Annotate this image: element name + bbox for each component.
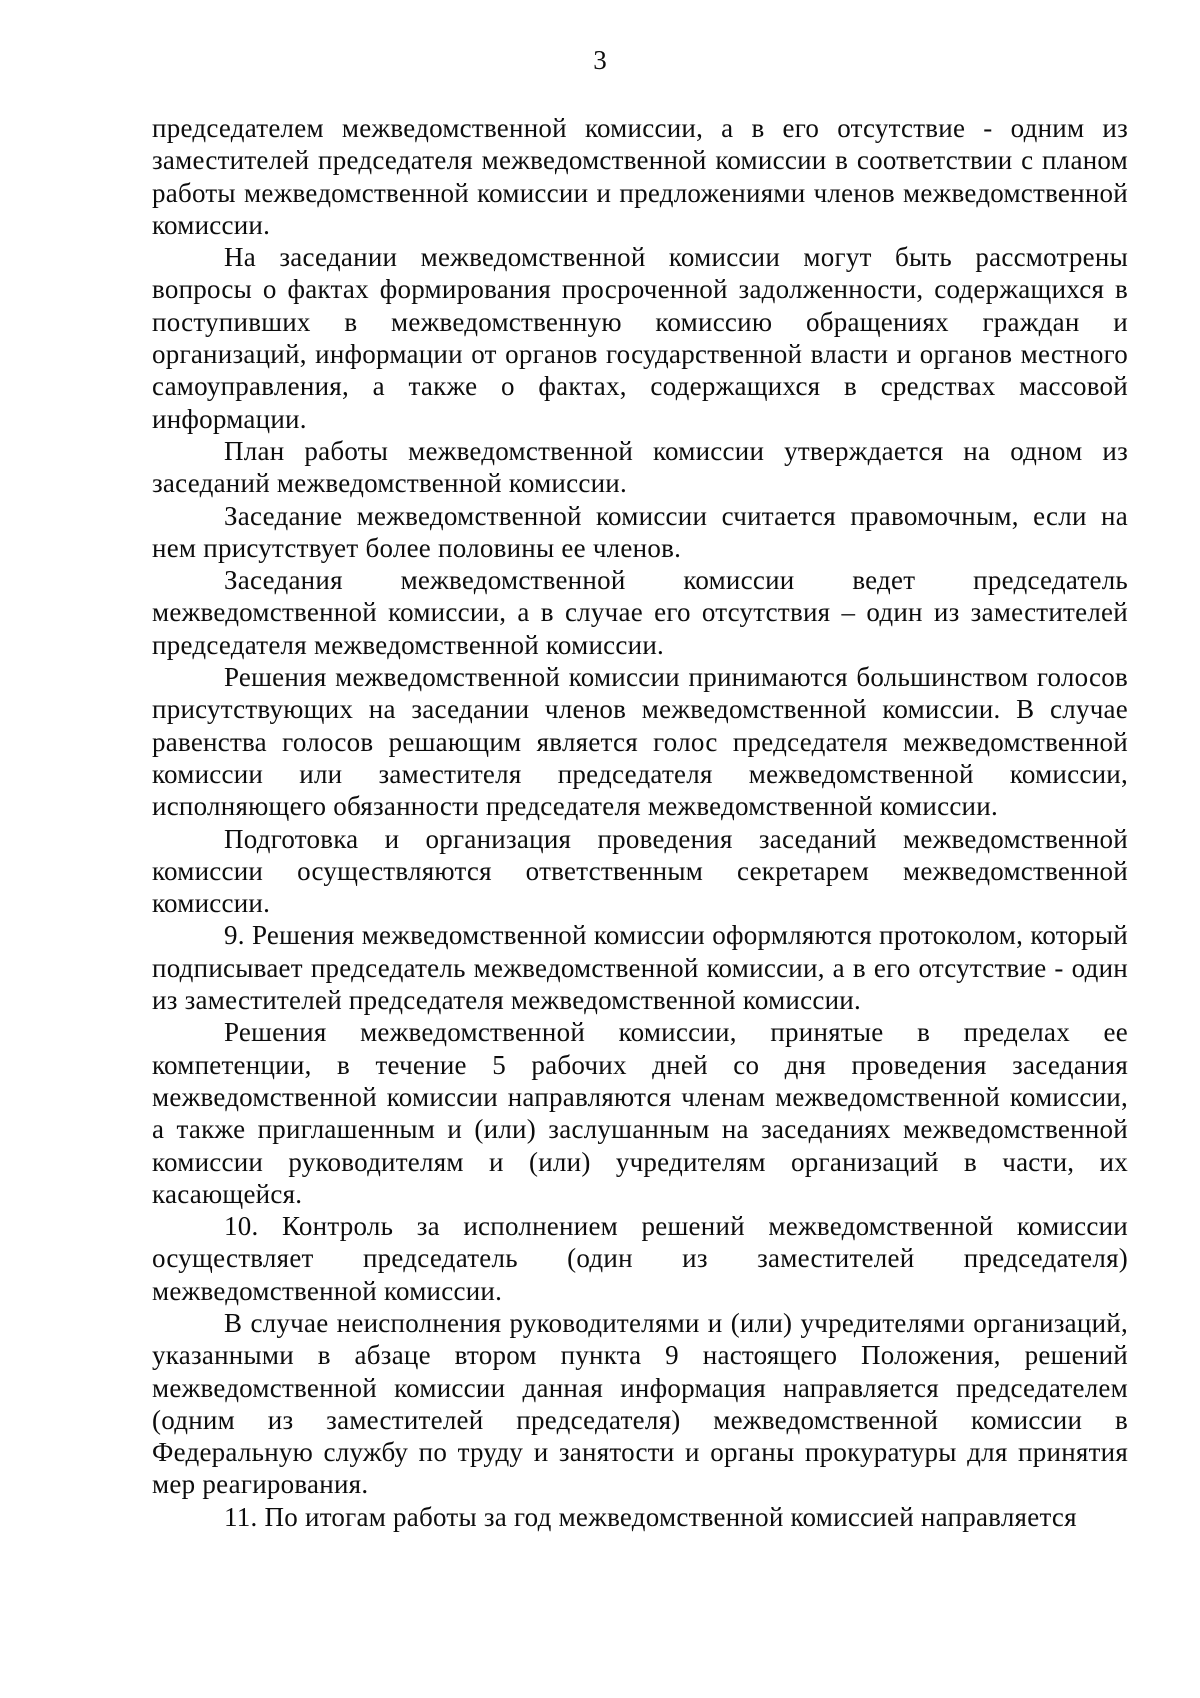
- paragraph-continuation: председателем межведомственной комиссии, а в его отсутствие - одним из заместителей председателя межведомственной комиссии в соответствии с планом работы межведомственной комиссии и предложениями членов межведомственной комиссии.: [152, 113, 1128, 240]
- paragraph-preparation: Подготовка и организация проведения заседаний межведомственной комиссии осуществляются ответственным секретарем межведомственной комиссии.: [152, 823, 1128, 919]
- paragraph-chairing: Заседания межведомственной комиссии ведет председатель межведомственной комиссии, а в случае его отсутствия – один из заместителей председателя межведомственной комиссии.: [152, 565, 1128, 660]
- paragraph-voting: Решения межведомственной комиссии принимаются большинством голосов присутствующих на заседании членов межведомственной комиссии. В случае равенства голосов решающим является голос председателя межведомственной комиссии или заместителя председателя межведомственной комиссии, исполняющего обязанности председателя межведомственной комиссии.: [152, 662, 1128, 822]
- paragraph-quorum: Заседание межведомственной комиссии считается правомочным, если на нем присутствует более половины ее членов.: [152, 500, 1128, 563]
- paragraph-meeting-topics: На заседании межведомственной комиссии могут быть рассмотрены вопросы о фактах формирования просроченной задолженности, содержащихся в поступивших в межведомственную комиссию обращениях граждан и организаций, информации от органов государственной власти и органов местного самоуправления, а также о фактах, содержащихся в средствах массовой информации.: [152, 242, 1128, 434]
- paragraph-work-plan: План работы межведомственной комиссии утверждается на одном из заседаний межведомственной комиссии.: [152, 435, 1128, 499]
- page-number: 3: [593, 45, 607, 75]
- paragraph-item-10: 10. Контроль за исполнением решений межведомственной комиссии осуществляет председатель (один из заместителей председателя) межведомственной комиссии.: [152, 1211, 1128, 1306]
- paragraph-non-compliance: В случае неисполнения руководителями и (или) учредителями организаций, указанными в абзаце втором пункта 9 настоящего Положения, решений межведомственной комиссии данная информация направляется председателем (одним из заместителей председателя) межведомственной комиссии в Федеральную службу по труду и занятости и органы прокуратуры для принятия мер реагирования.: [152, 1307, 1128, 1500]
- document-body: [152, 112, 1128, 1533]
- paragraph-decisions-distribution: Решения межведомственной комиссии, принятые в пределах ее компетенции, в течение 5 рабочих дней со дня проведения заседания межведомственной комиссии направляются членам межведомственной комиссии, а также приглашенным и (или) заслушанным на заседаниях межведомственной комиссии руководителям и (или) учредителям организаций в части, их касающейся.: [152, 1017, 1128, 1209]
- paragraph-item-11: 11. По итогам работы за год межведомственной комиссией направляется: [224, 1501, 1077, 1532]
- paragraph-item-9: 9. Решения межведомственной комиссии оформляются протоколом, который подписывает председатель межведомственной комиссии, а в его отсутствие - один из заместителей председателя межведомственной комиссии.: [152, 920, 1128, 1016]
